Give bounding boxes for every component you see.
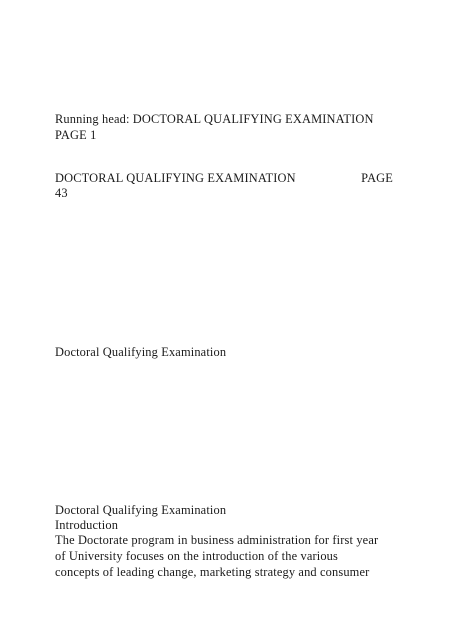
page-header-page-label: PAGE xyxy=(361,171,393,185)
title-page-title: Doctoral Qualifying Examination xyxy=(55,345,227,359)
page-header-title: DOCTORAL QUALIFYING EXAMINATION xyxy=(55,171,296,185)
paragraph-line: The Doctorate program in business administration for first year xyxy=(55,533,379,547)
body-title: Doctoral Qualifying Examination xyxy=(55,503,227,517)
running-head-line-2: PAGE 1 xyxy=(55,128,97,142)
page-header-page-number: 43 xyxy=(55,186,68,200)
page-header xyxy=(55,170,393,186)
running-head-line-1: Running head: DOCTORAL QUALIFYING EXAMINATION xyxy=(55,112,374,126)
section-heading-introduction: Introduction xyxy=(55,518,119,532)
paragraph-line: of University focuses on the introduction of the various xyxy=(55,549,339,563)
paragraph-line: concepts of leading change, marketing strategy and consumer xyxy=(55,565,370,579)
